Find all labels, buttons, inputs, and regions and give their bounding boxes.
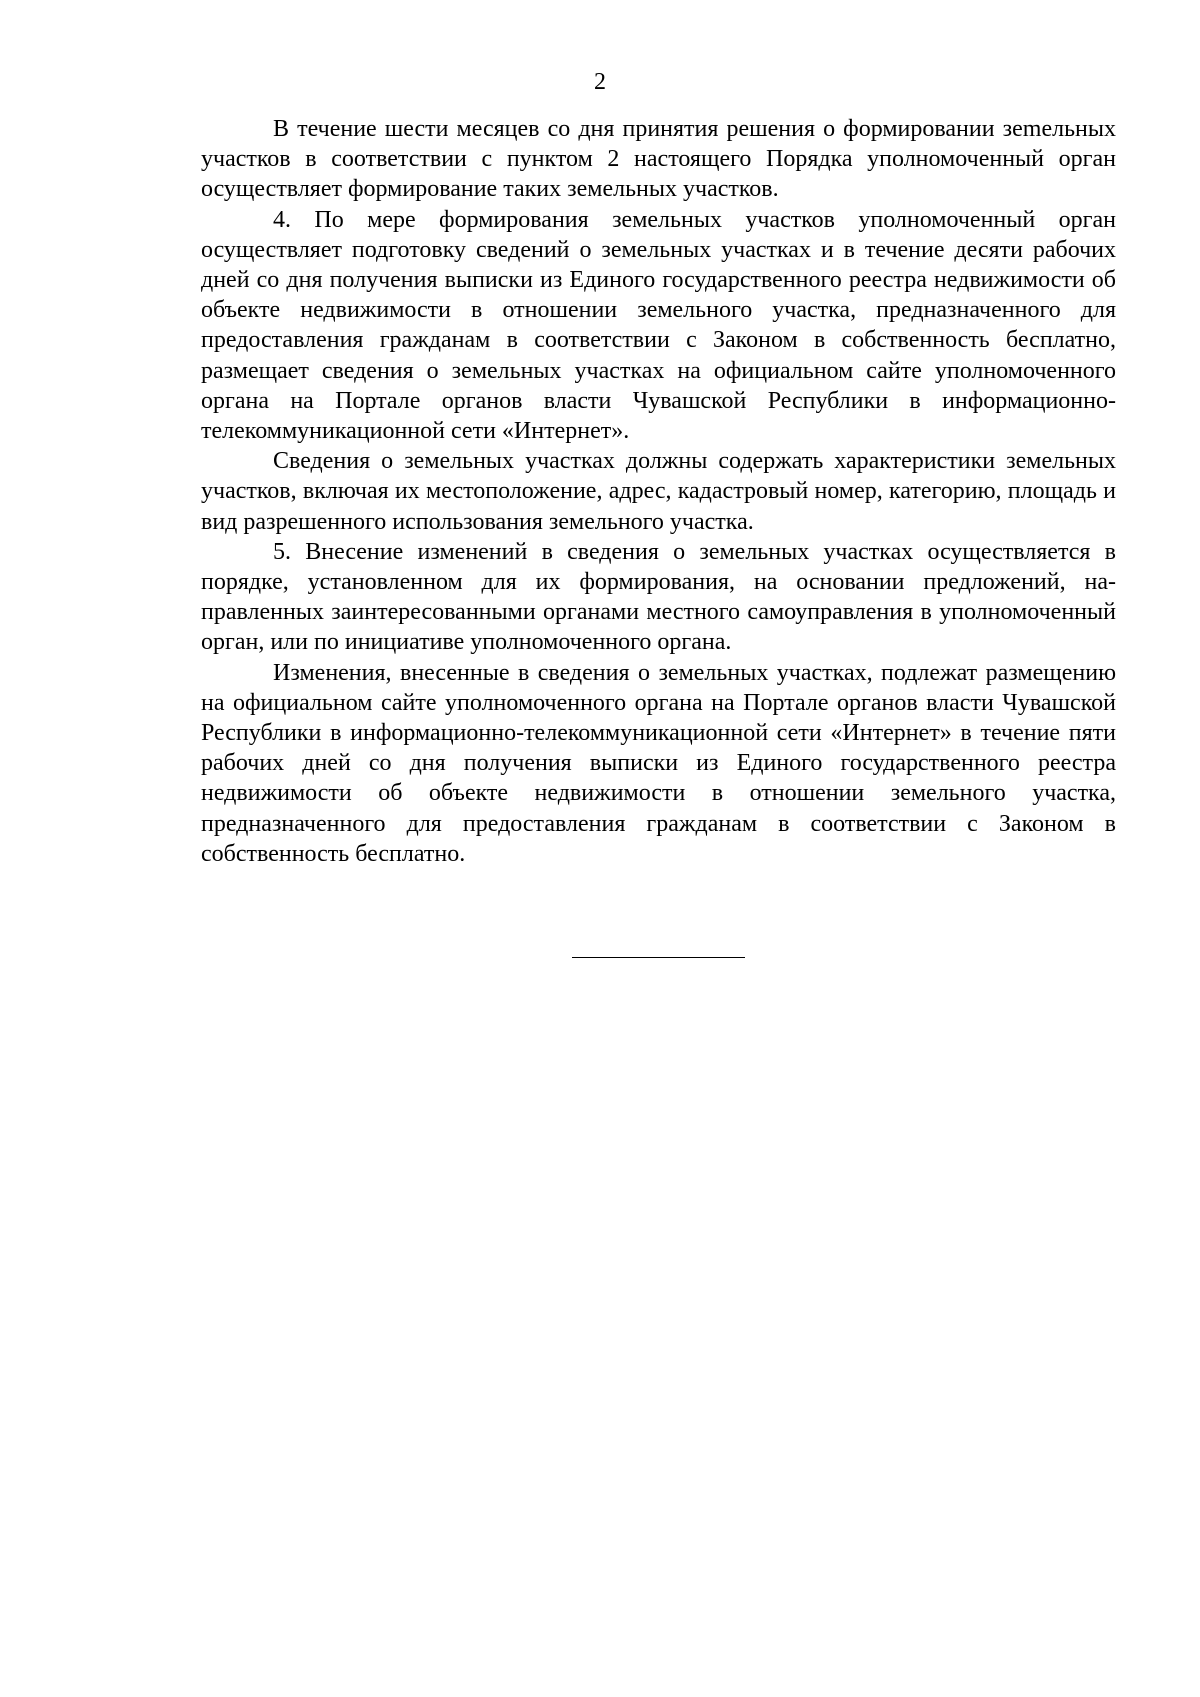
paragraph-changes-publication: Изменения, внесенные в сведения о земельных участках, подлежат размещению на официальном сайте уполномоченного органа на Портале органов власти Чувашской Республики в информационно-телекоммуникационной сети «Интернет» в течение пяти рабочих дней со дня получения выписки из Единого государственного реестра недвижимости об объекте недвижимости в отношении земельного участка, предназначенного для предоставления гражданам в соответствии с Законом в собственность бесплатно. — [201, 659, 1116, 867]
paragraph-land-info-contents: Сведения о земельных участках должны содержать характеристики земельных участков, включая их местоположение, адрес, кадастровый номер, категорию, площадь и вид разрешенного использования земельного участка. — [201, 448, 1116, 535]
page-number: 2 — [594, 69, 606, 95]
paragraph-item-5: 5. Внесение изменений в сведения о земельных участках осуществляется в порядке, установленном для их формирования, на основании предложений, направленных заинтересованными органами местного самоуправления в уполномоченный орган, или по инициативе уполномоченного органа. — [201, 538, 1116, 656]
paragraph-formation-term: В течение шести месяцев со дня принятия решения о формировании зеmельных участков в соответствии с пунктом 2 настоящего Порядка уполномоченный орган осуществляет формирование таких земельных участков. — [201, 116, 1116, 203]
document-body — [201, 114, 1116, 869]
paragraph-item-4: 4. По мере формирования земельных участков уполномоченный орган осуществляет подготовку сведений о земельных участках и в течение десяти рабочих дней со дня получения выписки из Единого государственного реестра недвижимости об объекте недвижимости в отношении земельного участка, предназначенного для предоставления гражданам в соответствии с Законом в собственность бесплатно, размещает сведения о земельных участках на официальном сайте уполномоченного органа на Портале органов власти Чувашской Республики в информационно-телекоммуникационной сети «Интернет». — [201, 206, 1116, 445]
end-separator-line — [572, 957, 745, 958]
